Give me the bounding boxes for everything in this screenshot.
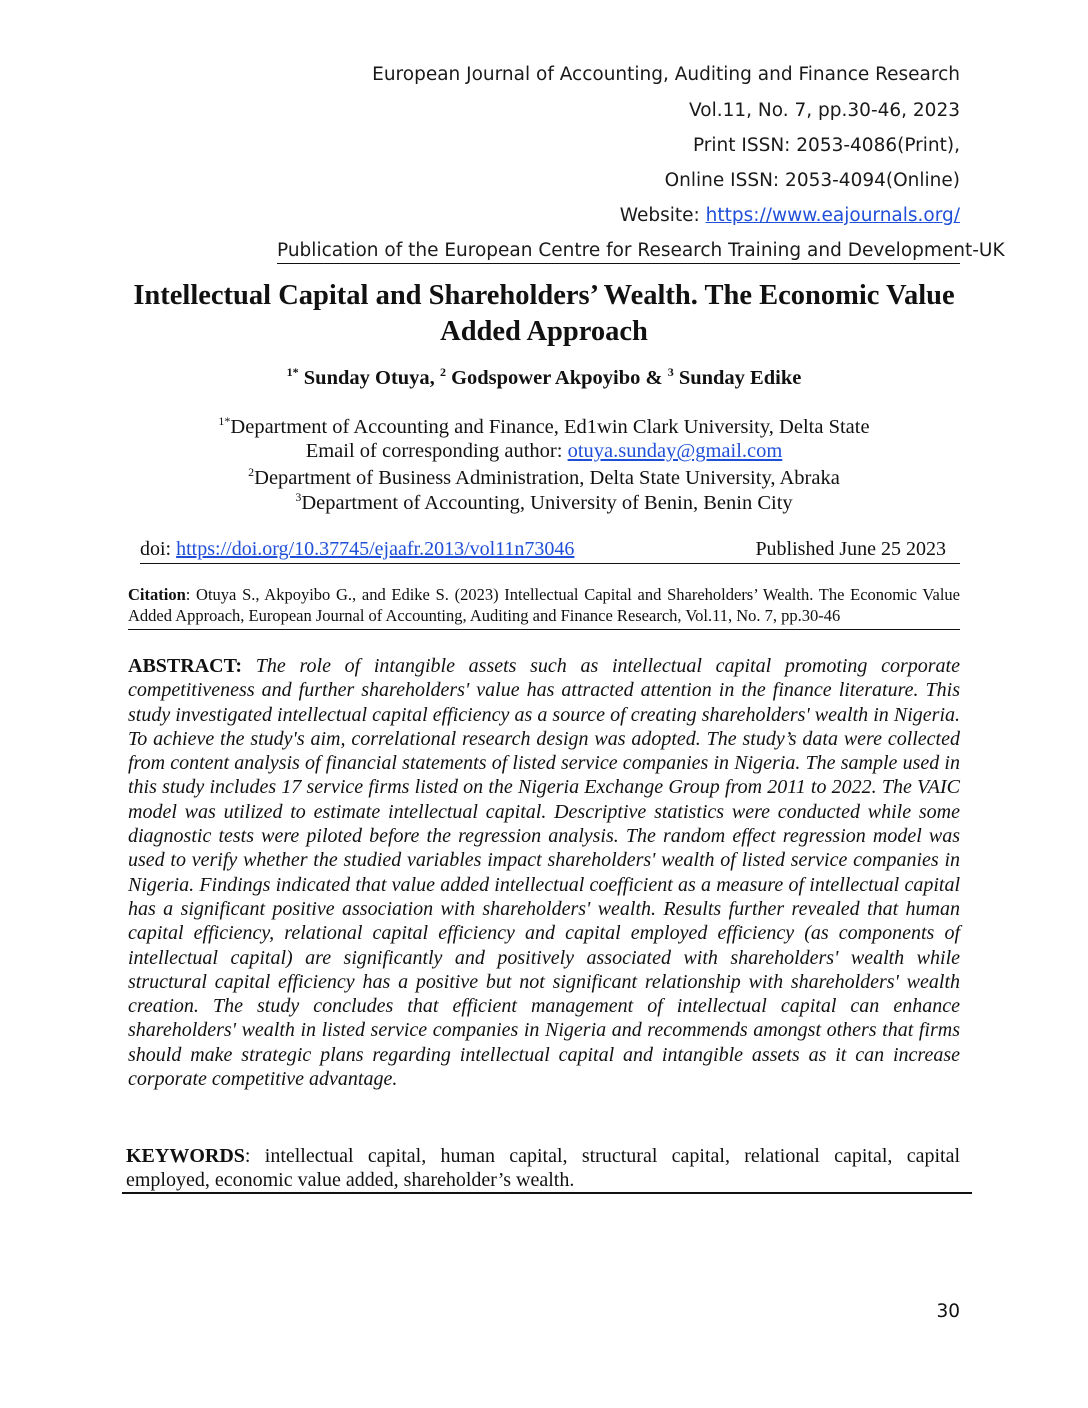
website-link[interactable]: https://www.eajournals.org/: [705, 205, 960, 226]
affiliation-3-text: Department of Accounting, University of Benin, Benin City: [301, 491, 793, 514]
doi-line: [140, 538, 960, 564]
abstract-label: ABSTRACT:: [128, 655, 243, 677]
citation-text: : Otuya S., Akpoyibo G., and Edike S. (2023) Intellectual Capital and Shareholders’ Wealth. The Economic Value Added Approach, European Journal of Accounting, Auditing and Finance Research, Vol.11, No. 7, pp.30-46: [128, 585, 960, 625]
author-2-marker: 2: [439, 365, 446, 379]
affiliation-2-marker: 2: [248, 465, 255, 479]
published-date: Published June 25 2023: [755, 538, 946, 560]
keywords: [126, 1144, 960, 1192]
affiliation-2: [0, 465, 1088, 490]
affiliation-1-text: Department of Accounting and Finance, Ed1win Clark University, Delta State: [230, 415, 870, 438]
print-issn: Print ISSN: 2053-4086(Print),: [692, 135, 960, 156]
journal-name: European Journal of Accounting, Auditing and Finance Research: [372, 64, 960, 85]
section-divider: [122, 1192, 972, 1194]
paper-title: Intellectual Capital and Shareholders’ Wealth. The Economic Value Added Approach: [133, 280, 955, 347]
keywords-label: KEYWORDS: [126, 1145, 245, 1167]
affiliation-3-marker: 3: [295, 490, 302, 504]
email-label: Email of corresponding author:: [305, 440, 568, 462]
email-link[interactable]: otuya.sunday@gmail.com: [567, 440, 783, 462]
author-1: Sunday Otuya,: [298, 366, 440, 389]
doi-label: doi:: [140, 538, 177, 560]
author-3: Sunday Edike: [673, 366, 802, 389]
citation: [128, 584, 960, 630]
website-label: Website:: [619, 205, 706, 226]
citation-label: Citation: [128, 585, 186, 604]
affiliation-2-text: Department of Business Administration, Delta State University, Abraka: [254, 466, 840, 489]
doi-link[interactable]: https://doi.org/10.37745/ejaafr.2013/vol11n73046: [176, 538, 575, 560]
author-1-marker: 1*: [286, 365, 299, 379]
corresponding-email-line: [0, 440, 1088, 463]
volume-info: Vol.11, No. 7, pp.30-46, 2023: [689, 100, 960, 121]
author-2: Godspower Akpoyibo &: [445, 366, 668, 389]
affiliation-1-marker: 1*: [218, 414, 231, 428]
abstract: [128, 654, 960, 1091]
online-issn: Online ISSN: 2053-4094(Online): [664, 170, 960, 191]
keywords-text: : intellectual capital, human capital, structural capital, relational capital, capital employed, economic value added, shareholder’s wealth.: [126, 1145, 960, 1191]
publisher-line: Publication of the European Centre for Research Training and Development-UK: [277, 240, 960, 264]
affiliation-1: [0, 414, 1088, 439]
page-number: 30: [936, 1301, 960, 1322]
abstract-text: The role of intangible assets such as intellectual capital promoting corporate competitiveness and further shareholders' value has attracted attention in the finance literature. This study investigated intellectual capital efficiency as a source of creating shareholders' wealth in Nigeria. To achieve the study's aim, correlational research design was adopted. The study’s data were collected from content analysis of financial statements of listed service companies in Nigeria. The sample used in this study includes 17 service firms listed on the Nigeria Exchange Group from 2011 to 2022. The VAIC model was utilized to estimate intellectual capital. Descriptive statistics were conducted while some diagnostic tests were piloted before the regression analysis. The random effect regression model was used to verify whether the studied variables impact shareholders' wealth of listed service companies in Nigeria. Findings indicated that value added intellectual coefficient as a measure of intellectual capital has a significant positive association with shareholders' wealth. Results further revealed that human capital efficiency, relational capital efficiency and capital employed efficiency (as components of intellectual capital) are significantly and positively associated with shareholders' wealth while structural capital efficiency has a positive but not significant relationship with shareholders' wealth creation. The study concludes that efficient management of intellectual capital can enhance shareholders' wealth in listed service companies in Nigeria and recommends amongst others that firms should make strategic plans regarding intellectual capital and intangible assets as it can increase corporate competitive advantage.: [128, 655, 960, 1091]
author-3-marker: 3: [667, 365, 674, 379]
website-line: [620, 205, 960, 226]
author-list: [0, 365, 1088, 390]
affiliation-3: [0, 490, 1088, 515]
